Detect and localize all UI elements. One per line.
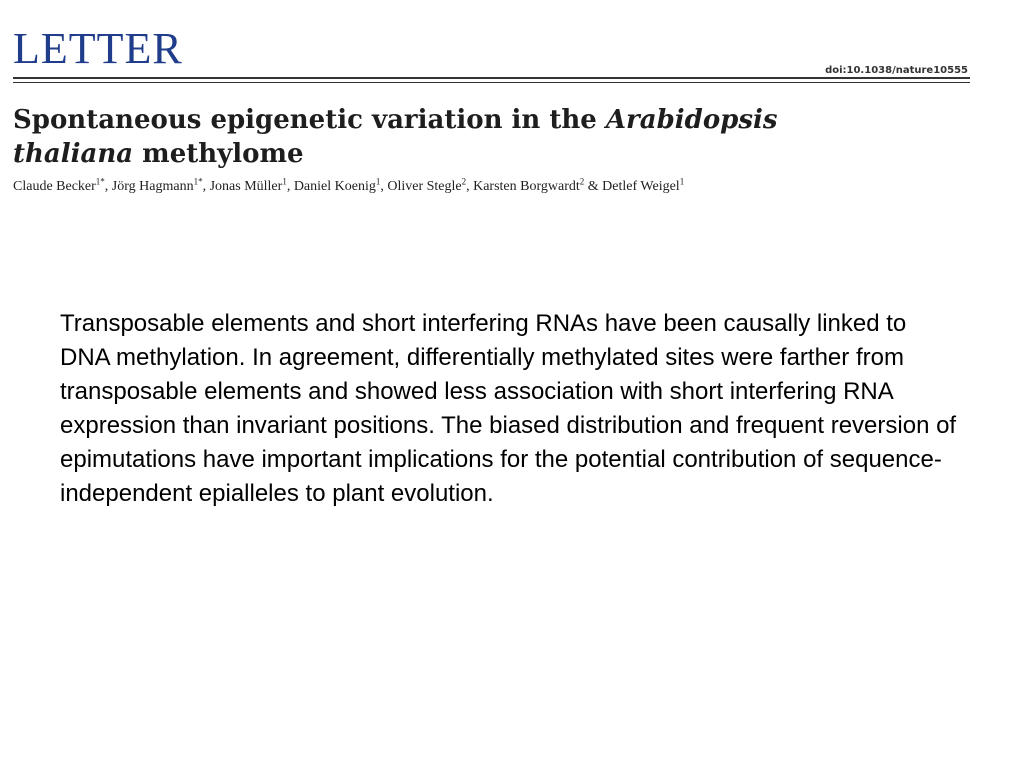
author-separator: & — [584, 179, 603, 194]
author-name: Detlef Weigel — [602, 179, 680, 194]
author-name: Jörg Hagmann — [111, 179, 194, 194]
author-name: Daniel Koenig — [293, 179, 376, 194]
author-list — [13, 178, 1003, 196]
author-affiliation-mark: 1 — [375, 176, 381, 187]
title-italic-genus: Arabidopsis — [605, 105, 778, 135]
author-separator: , — [466, 179, 474, 194]
author-affiliation-mark: 1* — [193, 176, 203, 187]
author-affiliation-mark: 2 — [461, 176, 467, 187]
author-affiliation-mark: 2 — [579, 176, 585, 187]
header-divider-thin — [13, 82, 970, 83]
doi-label: doi:10.1038/nature10555 — [825, 65, 968, 76]
author-name: Karsten Borgwardt — [473, 179, 580, 194]
author-name: Jonas Müller — [209, 179, 283, 194]
title-text-2: methylome — [133, 139, 304, 169]
author-affiliation-mark: 1 — [679, 176, 685, 187]
article-title — [13, 103, 988, 171]
title-italic-species: thaliana — [13, 139, 134, 169]
header-divider-thick — [13, 77, 970, 79]
author-affiliation-mark: 1 — [282, 176, 287, 187]
author-separator: , — [104, 179, 112, 194]
author-affiliation-mark: 1* — [95, 176, 105, 187]
author-separator: , — [380, 179, 388, 194]
author-separator: , — [286, 179, 294, 194]
journal-section-label: LETTER — [13, 24, 183, 73]
author-name: Oliver Stegle — [387, 179, 462, 194]
author-separator: , — [202, 179, 210, 194]
abstract-text: Transposable elements and short interfering RNAs have been causally linked to DNA methylation. In agreement, differentially methylated sites were farther from transposable elements and showed less association with short interfering RNA expression than invariant positions. The biased distribution and frequent reversion of epimutations have important implications for the potential contribution of sequence-independent epialleles to plant evolution. — [60, 310, 957, 507]
title-text-1: Spontaneous epigenetic variation in the — [13, 105, 606, 135]
author-name: Claude Becker — [13, 179, 96, 194]
